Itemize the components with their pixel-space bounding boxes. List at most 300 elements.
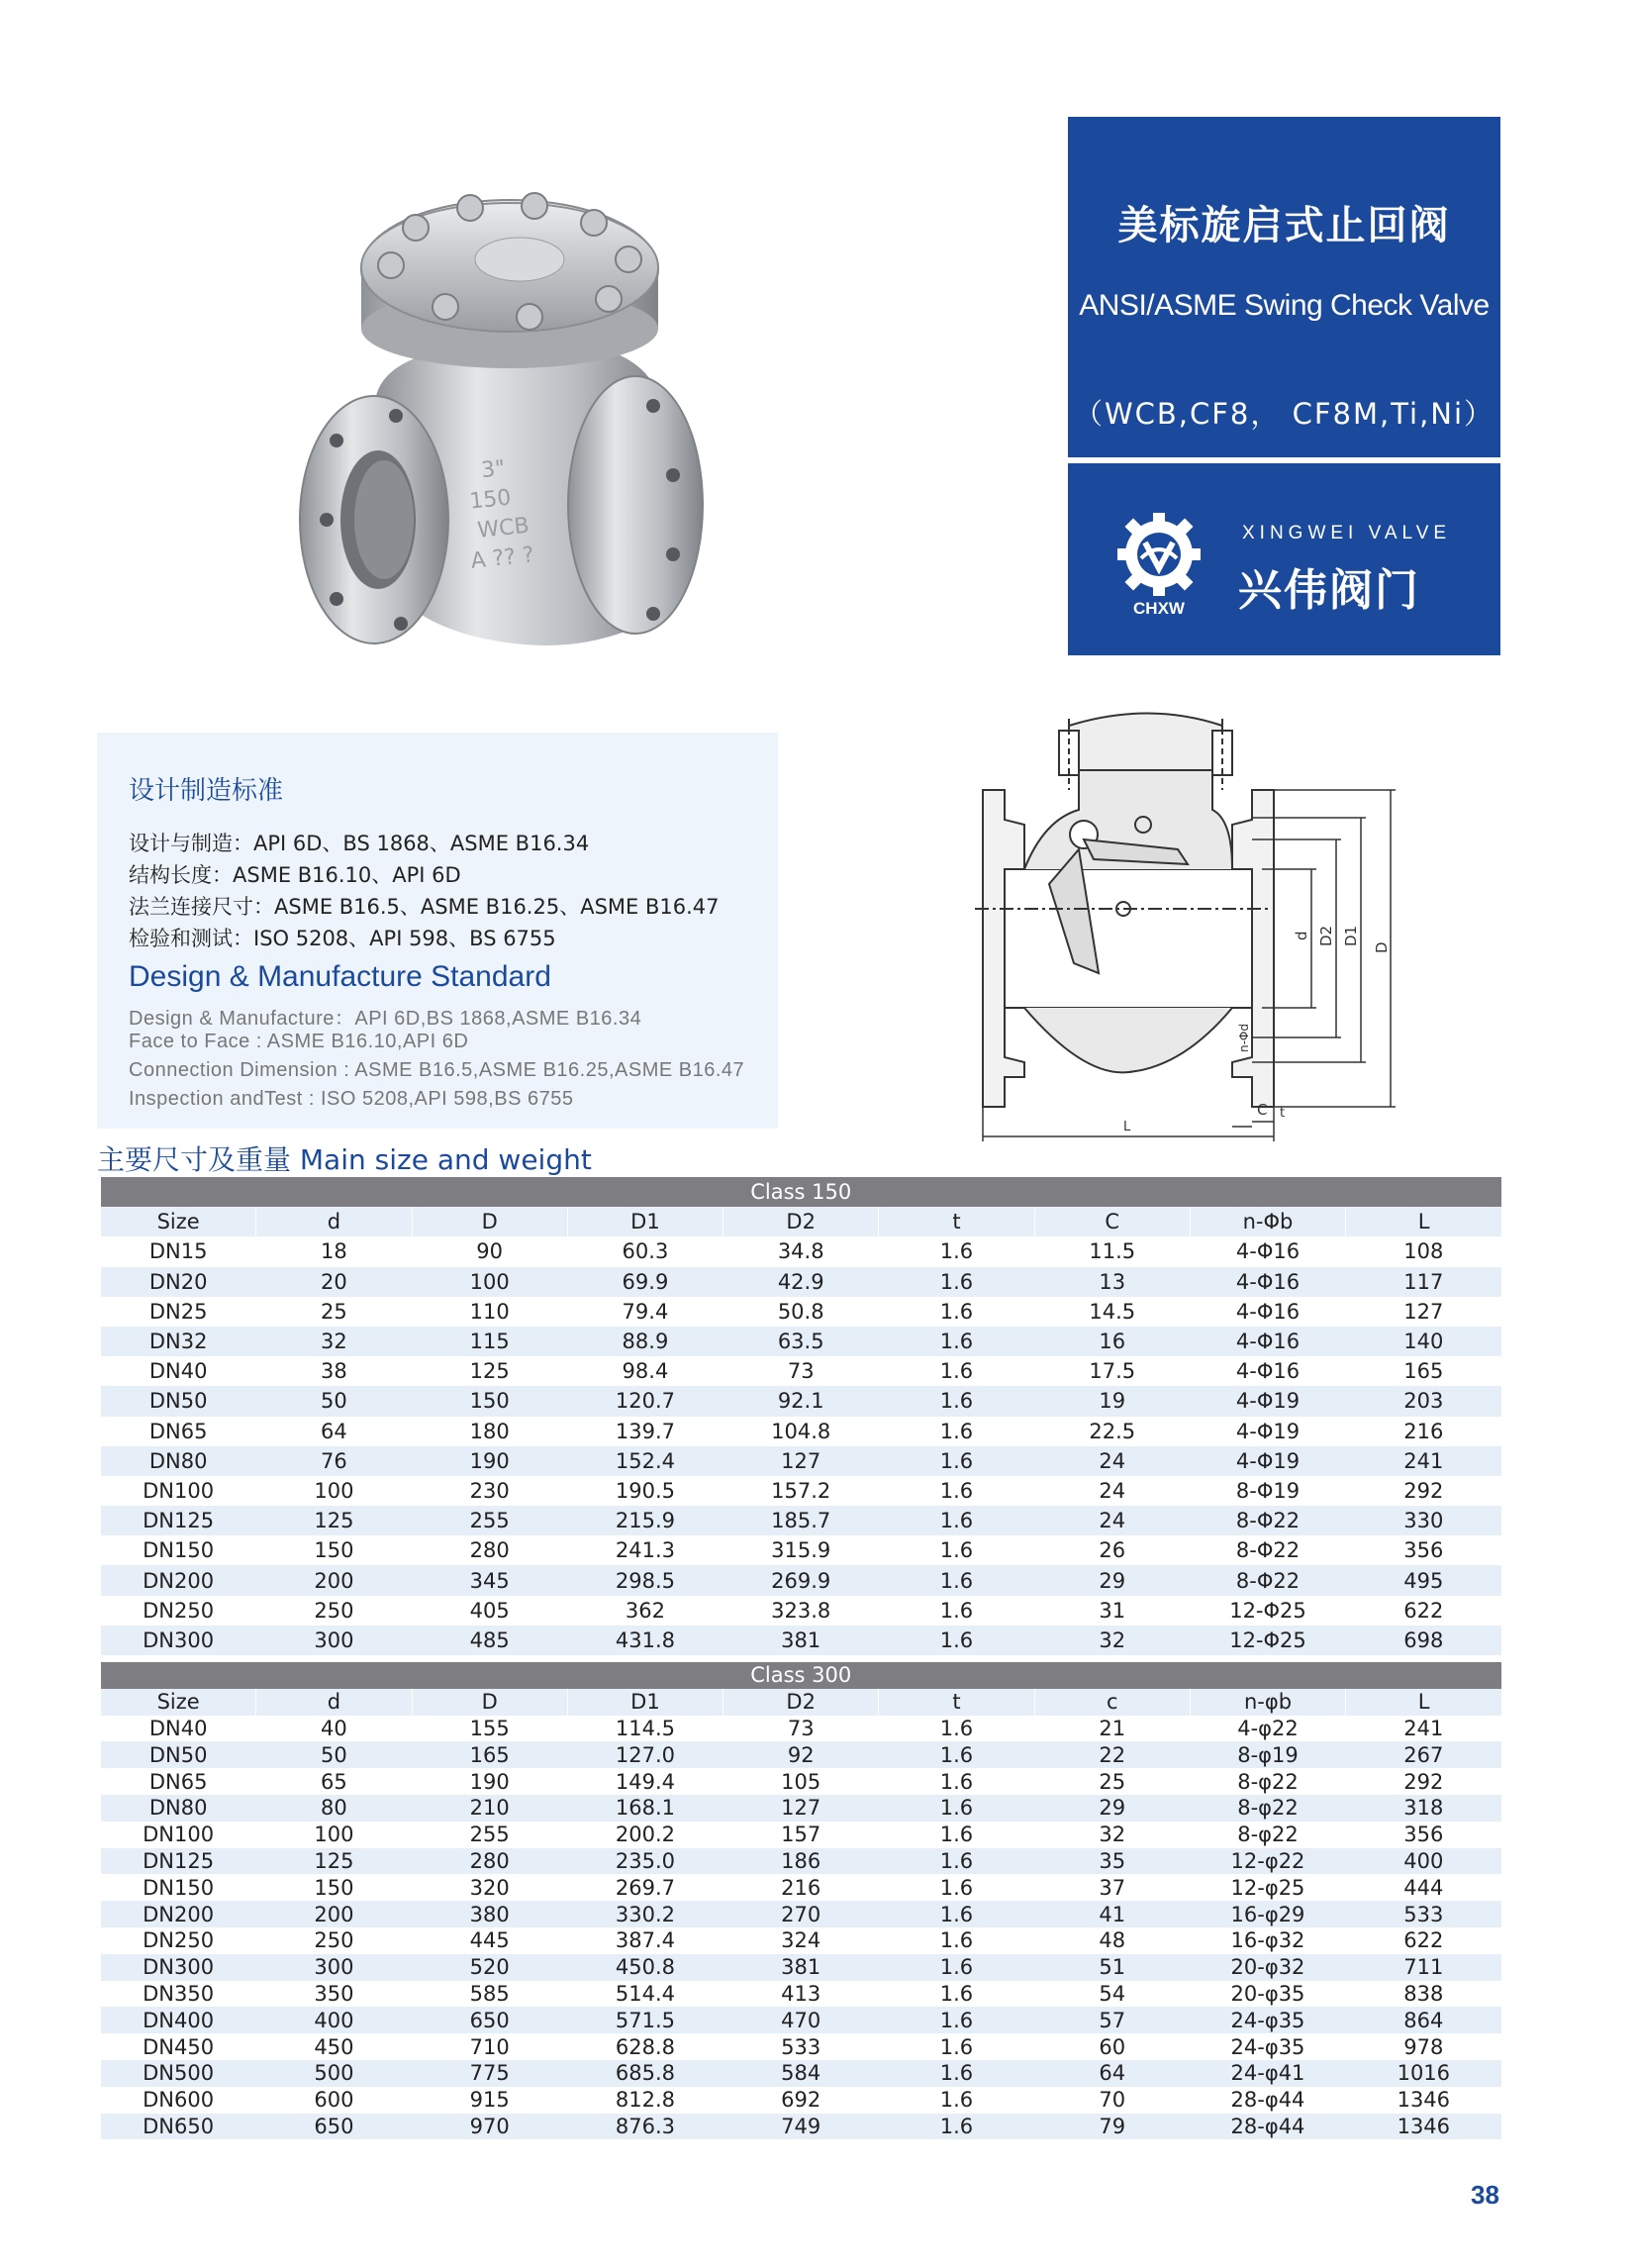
table-cell: DN25 bbox=[148, 1299, 208, 1324]
table-cell: 4-Φ16 bbox=[1235, 1359, 1301, 1384]
table-cell: 40 bbox=[321, 1716, 347, 1740]
table-cell: 4-Φ19 bbox=[1235, 1419, 1301, 1443]
table-cell: 400 bbox=[256, 2007, 412, 2033]
table-cell: 150 bbox=[314, 1538, 354, 1563]
table-cell: 150 bbox=[412, 1386, 567, 1416]
table-cell: 18 bbox=[321, 1239, 347, 1264]
table-cell: 22.5 bbox=[1089, 1419, 1136, 1443]
table-row bbox=[101, 1297, 1502, 1327]
page-number: 38 bbox=[1471, 2180, 1499, 2210]
table-cell: 127 bbox=[723, 1795, 879, 1822]
table-cell: 520 bbox=[412, 1954, 567, 1981]
table-cell: DN250 bbox=[143, 1598, 215, 1623]
table-cell: 533 bbox=[1346, 1901, 1501, 1927]
table-cell: 65 bbox=[321, 1769, 347, 1794]
table-cell: 90 bbox=[476, 1239, 504, 1264]
table-cell: DN65 bbox=[148, 1419, 208, 1443]
table-cell: 26 bbox=[1099, 1538, 1126, 1563]
table-cell: 8-Φ22 bbox=[1190, 1565, 1345, 1595]
svg-text:A ?? ?: A ?? ? bbox=[469, 542, 535, 574]
table-cell: 155 bbox=[469, 1716, 510, 1740]
table-cell: 1346 bbox=[1346, 2114, 1501, 2140]
table-cell: 50.8 bbox=[777, 1299, 824, 1324]
table-cell: 4-Φ16 bbox=[1190, 1327, 1345, 1356]
table-cell: 628.8 bbox=[615, 2034, 675, 2059]
table-cell: 69.9 bbox=[567, 1267, 723, 1297]
table-cell: 450 bbox=[314, 2034, 354, 2059]
table-cell: 168.1 bbox=[567, 1795, 723, 1822]
table-cell: 165 bbox=[412, 1741, 567, 1768]
table-cell: 356 bbox=[1403, 1538, 1444, 1563]
standard-line-en: Connection Dimension : ASME B16.5,ASME B16.25,ASME B16.47 bbox=[129, 1059, 745, 1081]
table-cell: DN200 bbox=[101, 1565, 256, 1595]
table-cell: 585 bbox=[469, 1981, 510, 2006]
table-cell: 622 bbox=[1403, 1928, 1444, 1953]
table-cell: DN32 bbox=[101, 1327, 256, 1356]
table-cell: 186 bbox=[723, 1848, 879, 1875]
table-row bbox=[101, 1236, 1502, 1266]
column-header: t bbox=[879, 1689, 1034, 1716]
table-cell: 24-φ41 bbox=[1190, 2060, 1345, 2087]
table-cell: 4-φ22 bbox=[1237, 1716, 1299, 1740]
table-cell: 1.6 bbox=[939, 1538, 974, 1563]
table-cell: DN400 bbox=[101, 2007, 256, 2033]
table-cell: 24-φ35 bbox=[1190, 2007, 1345, 2033]
table-cell: 318 bbox=[1346, 1795, 1501, 1822]
column-header: D1 bbox=[567, 1207, 723, 1236]
table-cell: 8-φ22 bbox=[1237, 1769, 1299, 1794]
table-cell: 230 bbox=[469, 1478, 510, 1503]
table-cell: 73 bbox=[787, 1359, 815, 1384]
table-cell: 413 bbox=[781, 1981, 821, 2006]
table-cell: 1.6 bbox=[939, 1299, 974, 1324]
table-cell: DN300 bbox=[101, 1954, 256, 1981]
product-title-en: ANSI/ASME Swing Check Valve bbox=[1079, 289, 1490, 322]
table-cell: 157 bbox=[781, 1823, 821, 1847]
table-cell: 100 bbox=[314, 1478, 354, 1503]
table-cell: 108 bbox=[1403, 1239, 1444, 1264]
table-cell: 8-φ22 bbox=[1190, 1795, 1345, 1822]
table-cell: 380 bbox=[412, 1901, 567, 1927]
valve-product-photo bbox=[267, 178, 713, 693]
table-cell: 190 bbox=[469, 1769, 510, 1794]
dim-label-t: t bbox=[1280, 1106, 1286, 1121]
dim-label-bolt-holes: n-Φd bbox=[1237, 1024, 1251, 1052]
table-cell: 1.6 bbox=[939, 1359, 974, 1384]
table-cell: 269.9 bbox=[723, 1565, 879, 1595]
table-cell: 200 bbox=[256, 1565, 412, 1595]
table-cell: 650 bbox=[412, 2007, 567, 2033]
table-cell: 1.6 bbox=[879, 1901, 1034, 1927]
table-cell: 775 bbox=[412, 2060, 567, 2087]
table-cell: 63.5 bbox=[723, 1327, 879, 1356]
table-cell: DN250 bbox=[143, 1928, 215, 1953]
table-cell: 50 bbox=[256, 1741, 412, 1768]
table-cell: 8-Φ19 bbox=[1235, 1478, 1301, 1503]
table-cell: DN65 bbox=[148, 1769, 208, 1794]
table-cell: 200.2 bbox=[615, 1823, 675, 1847]
table-cell: 8-φ19 bbox=[1190, 1741, 1345, 1768]
table-cell: 64 bbox=[321, 1419, 347, 1443]
dim-label-dia: D bbox=[1373, 941, 1391, 953]
table-cell: 381 bbox=[723, 1626, 879, 1655]
table-cell: 812.8 bbox=[615, 2088, 675, 2113]
table-cell: 915 bbox=[469, 2088, 510, 2113]
table-cell: 1.6 bbox=[879, 1506, 1034, 1535]
column-header: d bbox=[256, 1207, 412, 1236]
table-cell: 38 bbox=[321, 1359, 347, 1384]
dim-label-d1: D1 bbox=[1342, 925, 1360, 946]
standard-line-en: Design & Manufacture：API 6D,BS 1868,ASME B16.34 bbox=[129, 1008, 642, 1030]
table-cell: 431.8 bbox=[567, 1626, 723, 1655]
table-row bbox=[101, 1741, 1502, 1768]
table-cell: 241.3 bbox=[615, 1538, 675, 1563]
table-cell: 20 bbox=[256, 1267, 412, 1297]
table-cell: 76 bbox=[256, 1446, 412, 1476]
table-cell: 241 bbox=[1403, 1716, 1444, 1740]
standards-heading-cn: 设计制造标准 bbox=[129, 776, 284, 806]
gear-logo-icon bbox=[1111, 511, 1206, 618]
table-cell: DN650 bbox=[101, 2114, 256, 2140]
table-cell: 203 bbox=[1346, 1386, 1501, 1416]
table-cell: DN50 bbox=[101, 1741, 256, 1768]
class150-body bbox=[101, 1207, 1502, 1655]
table-cell: DN300 bbox=[101, 1626, 256, 1655]
table-cell: 200 bbox=[256, 1901, 412, 1927]
table-cell: 216 bbox=[1403, 1419, 1444, 1443]
brand-name-cn: 兴伟阀门 bbox=[1238, 565, 1420, 616]
table-cell: 255 bbox=[412, 1506, 567, 1535]
column-header-row bbox=[101, 1207, 1502, 1236]
table-row bbox=[101, 2007, 1502, 2033]
table-cell: 115 bbox=[412, 1327, 567, 1356]
table-cell: DN15 bbox=[148, 1239, 208, 1264]
table-cell: 64 bbox=[1034, 2060, 1190, 2087]
table-cell: 157.2 bbox=[771, 1478, 831, 1503]
table-cell: 190 bbox=[412, 1446, 567, 1476]
table-cell: 80 bbox=[256, 1795, 412, 1822]
table-cell: 362 bbox=[625, 1598, 665, 1623]
table-cell: 270 bbox=[723, 1901, 879, 1927]
table-cell: 1.6 bbox=[879, 1626, 1034, 1655]
table-cell: 280 bbox=[469, 1538, 510, 1563]
table-cell: 1.6 bbox=[939, 1478, 974, 1503]
table-row bbox=[101, 2114, 1502, 2140]
table-cell: 495 bbox=[1346, 1565, 1501, 1595]
column-header: d bbox=[256, 1689, 412, 1716]
table-cell: 292 bbox=[1403, 1769, 1444, 1794]
table-cell: 280 bbox=[412, 1848, 567, 1875]
table-cell: 100 bbox=[314, 1823, 354, 1847]
table-cell: 315.9 bbox=[771, 1538, 831, 1563]
table-cell: 1.6 bbox=[939, 1716, 974, 1740]
table-cell: 1.6 bbox=[939, 2088, 974, 2113]
table-row bbox=[101, 1356, 1502, 1386]
table-cell: 356 bbox=[1403, 1823, 1444, 1847]
table-cell: 1.6 bbox=[939, 1239, 974, 1264]
table-row bbox=[101, 1267, 1502, 1297]
table-cell: 50 bbox=[256, 1386, 412, 1416]
table-cell: 1.6 bbox=[879, 2060, 1034, 2087]
table-cell: 298.5 bbox=[567, 1565, 723, 1595]
table-cell: 978 bbox=[1403, 2034, 1444, 2059]
table-row bbox=[101, 1981, 1502, 2008]
table-cell: 584 bbox=[723, 2060, 879, 2087]
column-header: D bbox=[412, 1207, 567, 1236]
table-cell: 1.6 bbox=[879, 1446, 1034, 1476]
table-cell: 12-φ25 bbox=[1230, 1875, 1305, 1900]
table-cell: 125 bbox=[256, 1848, 412, 1875]
table-cell: 267 bbox=[1346, 1741, 1501, 1768]
table-cell: 241 bbox=[1346, 1446, 1501, 1476]
table-cell: 533 bbox=[781, 2034, 821, 2059]
table-cell: 216 bbox=[781, 1875, 821, 1900]
table-cell: 600 bbox=[314, 2088, 354, 2113]
table-cell: 105 bbox=[781, 1769, 821, 1794]
table-cell: 4-Φ19 bbox=[1190, 1446, 1345, 1476]
table-cell: 25 bbox=[1099, 1769, 1126, 1794]
table-cell: 28-φ44 bbox=[1190, 2114, 1345, 2140]
table-cell: 1346 bbox=[1397, 2088, 1451, 2113]
table-cell: 387.4 bbox=[615, 1928, 675, 1953]
table-row bbox=[101, 1596, 1502, 1626]
column-header: L bbox=[1346, 1207, 1501, 1236]
table-cell: 1.6 bbox=[939, 1419, 974, 1443]
standard-line-cn: 检验和测试：ISO 5208、API 598、BS 6755 bbox=[129, 927, 556, 950]
table-cell: 60 bbox=[1099, 2034, 1126, 2059]
table-cell: 8-Φ22 bbox=[1235, 1538, 1301, 1563]
column-header: t bbox=[879, 1207, 1034, 1236]
table-cell: 21 bbox=[1099, 1716, 1126, 1740]
table-cell: 400 bbox=[1346, 1848, 1501, 1875]
table-row bbox=[101, 1417, 1502, 1446]
table-cell: 32 bbox=[1099, 1823, 1126, 1847]
table-cell: 42.9 bbox=[723, 1267, 879, 1297]
table-cell: 970 bbox=[412, 2114, 567, 2140]
table-cell: 1.6 bbox=[879, 1848, 1034, 1875]
table-cell: 571.5 bbox=[567, 2007, 723, 2033]
table-cell: 500 bbox=[256, 2060, 412, 2087]
table-cell: 650 bbox=[256, 2114, 412, 2140]
class300-title: Class 300 bbox=[101, 1662, 1502, 1689]
table-cell: 16-φ32 bbox=[1230, 1928, 1305, 1953]
table-cell: 140 bbox=[1346, 1327, 1501, 1356]
column-header: D2 bbox=[723, 1689, 879, 1716]
table-cell: DN450 bbox=[143, 2034, 215, 2059]
table-cell: 838 bbox=[1403, 1981, 1444, 2006]
table-cell: 1.6 bbox=[879, 2114, 1034, 2140]
table-cell: 292 bbox=[1403, 1478, 1444, 1503]
logo-mark: CHXW bbox=[1133, 599, 1185, 618]
table-cell: 445 bbox=[469, 1928, 510, 1953]
table-cell: 692 bbox=[781, 2088, 821, 2113]
table-row bbox=[101, 2060, 1502, 2087]
table-row bbox=[101, 1954, 1502, 1981]
table-row bbox=[101, 1626, 1502, 1655]
column-header: Size bbox=[101, 1207, 256, 1236]
table-cell: 104.8 bbox=[771, 1419, 831, 1443]
table-cell: 114.5 bbox=[615, 1716, 675, 1740]
table-cell: 24 bbox=[1034, 1446, 1190, 1476]
column-header: D2 bbox=[723, 1207, 879, 1236]
table-row bbox=[101, 1446, 1502, 1476]
table-cell: DN80 bbox=[101, 1446, 256, 1476]
table-cell: 149.4 bbox=[615, 1769, 675, 1794]
table-cell: DN125 bbox=[101, 1848, 256, 1875]
table-cell: 57 bbox=[1034, 2007, 1190, 2033]
table-cell: 32 bbox=[1034, 1626, 1190, 1655]
table-cell: 20-φ32 bbox=[1190, 1954, 1345, 1981]
class300-body bbox=[101, 1689, 1502, 2140]
column-header: Size bbox=[101, 1689, 256, 1716]
table-cell: 1.6 bbox=[879, 1741, 1034, 1768]
svg-text:150: 150 bbox=[468, 485, 513, 515]
table-cell: 514.4 bbox=[615, 1981, 675, 2006]
table-cell: 100 bbox=[412, 1267, 567, 1297]
class300-table bbox=[100, 1662, 1501, 2139]
dim-label-d: d bbox=[1293, 931, 1310, 940]
table-cell: 350 bbox=[314, 1981, 354, 2006]
table-cell: 4-Φ16 bbox=[1190, 1267, 1345, 1297]
table-cell: 235.0 bbox=[567, 1848, 723, 1875]
svg-text:WCB: WCB bbox=[476, 513, 530, 543]
table-row bbox=[101, 1822, 1502, 1848]
table-cell: 622 bbox=[1403, 1598, 1444, 1623]
table-cell: 25 bbox=[321, 1299, 347, 1324]
title-block bbox=[1068, 117, 1500, 655]
table-cell: 73 bbox=[787, 1716, 815, 1740]
table-cell: DN150 bbox=[143, 1538, 215, 1563]
table-cell: 41 bbox=[1034, 1901, 1190, 1927]
table-cell: 1.6 bbox=[879, 2007, 1034, 2033]
table-cell: 300 bbox=[256, 1626, 412, 1655]
table-cell: 1.6 bbox=[939, 2034, 974, 2059]
table-cell: 127.0 bbox=[567, 1741, 723, 1768]
table-cell: 1.6 bbox=[879, 1327, 1034, 1356]
column-header-row bbox=[101, 1689, 1502, 1716]
table-cell: 98.4 bbox=[622, 1359, 669, 1384]
table-cell: 4-Φ19 bbox=[1190, 1386, 1345, 1416]
table-row bbox=[101, 1506, 1502, 1535]
table-cell: 711 bbox=[1346, 1954, 1501, 1981]
table-cell: 127 bbox=[723, 1446, 879, 1476]
table-cell: 48 bbox=[1099, 1928, 1126, 1953]
table-cell: 51 bbox=[1034, 1954, 1190, 1981]
table-cell: 1016 bbox=[1346, 2060, 1501, 2087]
table-cell: 749 bbox=[723, 2114, 879, 2140]
table-cell: 8-φ22 bbox=[1237, 1823, 1299, 1847]
table-row bbox=[101, 1795, 1502, 1822]
column-header: D bbox=[412, 1689, 567, 1716]
table-cell: 255 bbox=[469, 1823, 510, 1847]
table-cell: 1.6 bbox=[939, 1769, 974, 1794]
table-cell: 405 bbox=[469, 1598, 510, 1623]
table-cell: 79 bbox=[1034, 2114, 1190, 2140]
standards-heading-en: Design & Manufacture Standard bbox=[129, 960, 551, 993]
table-cell: 20-φ35 bbox=[1230, 1981, 1305, 2006]
table-cell: 4-Φ16 bbox=[1235, 1299, 1301, 1324]
table-cell: DN125 bbox=[101, 1506, 256, 1535]
table-cell: 32 bbox=[256, 1327, 412, 1356]
table-cell: 710 bbox=[469, 2034, 510, 2059]
table-row bbox=[101, 1874, 1502, 1901]
column-header: n-Φb bbox=[1190, 1207, 1345, 1236]
table-cell: 685.8 bbox=[567, 2060, 723, 2087]
table-cell: 330 bbox=[1346, 1506, 1501, 1535]
table-row bbox=[101, 1327, 1502, 1356]
table-cell: 300 bbox=[256, 1954, 412, 1981]
table-cell: 11.5 bbox=[1089, 1239, 1136, 1264]
table-cell: 13 bbox=[1034, 1267, 1190, 1297]
class150-table bbox=[100, 1177, 1501, 1655]
table-cell: 210 bbox=[412, 1795, 567, 1822]
table-cell: DN350 bbox=[143, 1981, 215, 2006]
table-cell: 1.6 bbox=[879, 1954, 1034, 1981]
table-cell: 12-φ22 bbox=[1190, 1848, 1345, 1875]
table-cell: 470 bbox=[723, 2007, 879, 2033]
table-cell: 323.8 bbox=[771, 1598, 831, 1623]
table-cell: DN100 bbox=[143, 1478, 215, 1503]
table-cell: 24 bbox=[1099, 1478, 1126, 1503]
table-cell: 450.8 bbox=[567, 1954, 723, 1981]
table-cell: 1.6 bbox=[939, 1598, 974, 1623]
table-cell: 120.7 bbox=[567, 1386, 723, 1416]
table-cell: DN40 bbox=[148, 1359, 208, 1384]
table-cell: 117 bbox=[1346, 1267, 1501, 1297]
table-cell: 28-φ44 bbox=[1230, 2088, 1305, 2113]
table-cell: DN100 bbox=[143, 1823, 215, 1847]
column-header: n-φb bbox=[1190, 1689, 1345, 1716]
table-cell: 320 bbox=[469, 1875, 510, 1900]
table-cell: 180 bbox=[469, 1419, 510, 1443]
table-cell: 29 bbox=[1034, 1565, 1190, 1595]
standard-line-cn: 法兰连接尺寸：ASME B16.5、ASME B16.25、ASME B16.47 bbox=[129, 895, 720, 919]
column-header: D1 bbox=[567, 1689, 723, 1716]
table-cell: 1.6 bbox=[879, 1267, 1034, 1297]
title-panel bbox=[1068, 117, 1500, 457]
brand-panel bbox=[1068, 463, 1500, 655]
table-cell: 345 bbox=[412, 1565, 567, 1595]
table-cell: 1.6 bbox=[939, 1875, 974, 1900]
table-cell: 8-Φ22 bbox=[1190, 1506, 1345, 1535]
dim-label-d2: D2 bbox=[1317, 925, 1335, 946]
table-cell: 444 bbox=[1403, 1875, 1444, 1900]
table-cell: 17.5 bbox=[1089, 1359, 1136, 1384]
table-cell: 110 bbox=[469, 1299, 510, 1324]
table-cell: 22 bbox=[1034, 1741, 1190, 1768]
dim-label-length: L bbox=[1123, 1120, 1131, 1134]
table-cell: 190.5 bbox=[615, 1478, 675, 1503]
table-cell: 876.3 bbox=[567, 2114, 723, 2140]
table-cell: DN200 bbox=[101, 1901, 256, 1927]
table-cell: 864 bbox=[1346, 2007, 1501, 2033]
table-cell: DN40 bbox=[148, 1716, 208, 1740]
table-cell: 1.6 bbox=[879, 1565, 1034, 1595]
table-cell: 269.7 bbox=[615, 1875, 675, 1900]
product-materials: （WCB,CF8， CF8M,Ti,Ni） bbox=[1073, 397, 1495, 431]
table-cell: 24-φ35 bbox=[1230, 2034, 1305, 2059]
table-cell: 381 bbox=[723, 1954, 879, 1981]
table-cell: DN80 bbox=[101, 1795, 256, 1822]
table-cell: 139.7 bbox=[615, 1419, 675, 1443]
standard-line-cn: 设计与制造：API 6D、BS 1868、ASME B16.34 bbox=[129, 832, 590, 855]
table-row bbox=[101, 1565, 1502, 1595]
table-row bbox=[101, 2033, 1502, 2060]
table-cell: 24 bbox=[1034, 1506, 1190, 1535]
product-title-cn: 美标旋启式止回阀 bbox=[1117, 203, 1451, 248]
table-cell: 165 bbox=[1403, 1359, 1444, 1384]
table-cell: 150 bbox=[314, 1875, 354, 1900]
